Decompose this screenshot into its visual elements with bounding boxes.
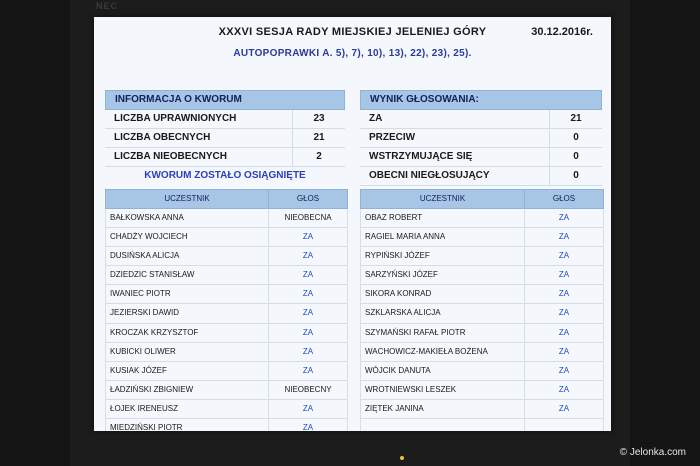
kworum-row-value: 2 xyxy=(316,151,322,162)
table-row xyxy=(105,419,348,431)
table-row xyxy=(360,362,604,381)
participant-name: SARZYŃSKI JÓZEF xyxy=(361,266,525,284)
participant-name: KROCZAK KRZYSZTOF xyxy=(106,324,269,342)
table-row xyxy=(105,304,348,323)
result-row-label: OBECNI NIEGŁOSUJĄCY xyxy=(360,167,550,185)
participant-vote: ZA xyxy=(558,327,570,337)
table-row xyxy=(105,381,348,400)
participant-vote: ZA xyxy=(302,403,314,413)
vote-column-header: GŁOS xyxy=(296,194,320,203)
participant-name: OBAZ ROBERT xyxy=(361,209,525,227)
table-row xyxy=(360,304,604,323)
table-row xyxy=(360,324,604,343)
participant-vote: ZA xyxy=(558,308,570,318)
kworum-panel xyxy=(105,90,345,185)
table-row xyxy=(105,343,348,362)
result-row-value: 0 xyxy=(573,170,579,181)
table-row xyxy=(105,362,348,381)
table-row xyxy=(105,209,348,228)
kworum-row xyxy=(105,110,345,129)
participants-table-left xyxy=(105,189,348,431)
participant-name: WROTNIEWSKI LESZEK xyxy=(361,381,525,399)
kworum-row-label: LICZBA NIEOBECNYCH xyxy=(105,148,293,166)
table-row xyxy=(105,324,348,343)
participant-vote: ZA xyxy=(558,403,570,413)
table-row xyxy=(105,228,348,247)
participant-vote: ZA xyxy=(558,213,570,222)
participant-vote: ZA xyxy=(558,346,570,356)
participant-name: ŁADZIŃSKI ZBIGNIEW xyxy=(106,381,269,399)
result-panel xyxy=(360,90,602,186)
participant-name: ZIĘTEK JANINA xyxy=(361,400,525,418)
result-row xyxy=(360,167,602,186)
participant-vote: NIEOBECNA xyxy=(284,213,332,222)
participants-table-right xyxy=(360,189,604,431)
result-row-value: 0 xyxy=(573,151,579,162)
table-row xyxy=(105,400,348,419)
participant-name: RYPIŃSKI JÓZEF xyxy=(361,247,525,265)
participant-vote: ZA xyxy=(558,384,570,394)
participant-vote: ZA xyxy=(302,308,314,318)
table-row xyxy=(105,247,348,266)
session-date: 30.12.2016r. xyxy=(531,26,593,38)
participant-name: IWANIEC PIOTR xyxy=(106,285,269,303)
kworum-row-value: 21 xyxy=(313,132,325,143)
table-row xyxy=(360,343,604,362)
participant-vote: ZA xyxy=(558,232,570,242)
kworum-row-label: LICZBA OBECNYCH xyxy=(105,129,293,147)
participant-name xyxy=(361,419,525,431)
result-row xyxy=(360,148,602,167)
participant-name: SZKLARSKA ALICJA xyxy=(361,304,525,322)
result-panel-title: WYNIK GŁOSOWANIA: xyxy=(360,90,602,110)
copyright-watermark: © Jelonka.com xyxy=(619,447,686,458)
participant-name: ŁOJEK IRENEUSZ xyxy=(106,400,269,418)
participant-vote: ZA xyxy=(302,289,314,299)
participant-vote: ZA xyxy=(302,346,314,356)
voting-screen xyxy=(94,17,611,431)
participant-column-header: UCZESTNIK xyxy=(361,190,525,208)
participant-name: DZIEDZIC STANISŁAW xyxy=(106,266,269,284)
participant-name: JEZIERSKI DAWID xyxy=(106,304,269,322)
participant-vote xyxy=(525,419,603,431)
participant-name: MIEDZIŃSKI PIOTR xyxy=(106,419,269,431)
result-row-label: ZA xyxy=(360,110,550,128)
participant-vote: ZA xyxy=(558,270,570,280)
kworum-status: KWORUM ZOSTAŁO OSIĄGNIĘTE xyxy=(144,170,306,181)
participant-name: CHADŻY WOJCIECH xyxy=(106,228,269,246)
table-row xyxy=(360,400,604,419)
participant-vote: ZA xyxy=(302,327,314,337)
participant-name: SIKORA KONRAD xyxy=(361,285,525,303)
kworum-panel-title: INFORMACJA O KWORUM xyxy=(105,90,345,110)
participant-vote: ZA xyxy=(558,289,570,299)
participant-name: WÓJCIK DANUTA xyxy=(361,362,525,380)
participant-vote: ZA xyxy=(302,232,314,242)
table-row xyxy=(360,247,604,266)
participant-name: KUBICKI OLIWER xyxy=(106,343,269,361)
result-row-value: 0 xyxy=(573,132,579,143)
participant-vote: ZA xyxy=(558,365,570,375)
table-row xyxy=(360,419,604,431)
kworum-row xyxy=(105,129,345,148)
participant-name: BAŁKOWSKA ANNA xyxy=(106,209,269,227)
result-row xyxy=(360,110,602,129)
power-led-icon xyxy=(400,456,404,460)
table-row xyxy=(360,381,604,400)
result-row xyxy=(360,129,602,148)
participant-name: SZYMAŃSKI RAFAŁ PIOTR xyxy=(361,324,525,342)
table-row xyxy=(360,285,604,304)
monitor-brand: NEC xyxy=(96,1,119,11)
participant-name: RAGIEL MARIA ANNA xyxy=(361,228,525,246)
result-row-label: WSTRZYMUJĄCE SIĘ xyxy=(360,148,550,166)
vote-column-header: GŁOS xyxy=(552,194,576,203)
participant-vote: ZA xyxy=(558,251,570,261)
participant-column-header: UCZESTNIK xyxy=(106,190,269,208)
kworum-row-label: LICZBA UPRAWNIONYCH xyxy=(105,110,293,128)
table-header xyxy=(105,189,348,209)
kworum-row xyxy=(105,148,345,167)
participant-vote: ZA xyxy=(302,251,314,261)
table-row xyxy=(360,266,604,285)
table-row xyxy=(105,266,348,285)
table-header xyxy=(360,189,604,209)
participant-name: DUSIŃSKA ALICJA xyxy=(106,247,269,265)
participant-vote: NIEOBECNY xyxy=(284,384,332,394)
participant-vote: ZA xyxy=(302,365,314,375)
table-row xyxy=(360,209,604,228)
result-row-value: 21 xyxy=(570,113,582,124)
kworum-row-value: 23 xyxy=(313,113,325,124)
participant-name: WACHOWICZ-MAKIEŁA BOŻENA xyxy=(361,343,525,361)
participant-vote: ZA xyxy=(302,270,314,280)
session-subtitle: AUTOPOPRAWKI A. 5), 7), 10), 13), 22), 23), 25). xyxy=(233,48,472,59)
result-row-label: PRZECIW xyxy=(360,129,550,147)
table-row xyxy=(360,228,604,247)
table-row xyxy=(105,285,348,304)
participant-name: KUSIAK JÓZEF xyxy=(106,362,269,380)
participant-vote: ZA xyxy=(302,423,314,431)
session-title: XXXVI SESJA RADY MIEJSKIEJ JELENIEJ GÓRY xyxy=(218,26,487,38)
